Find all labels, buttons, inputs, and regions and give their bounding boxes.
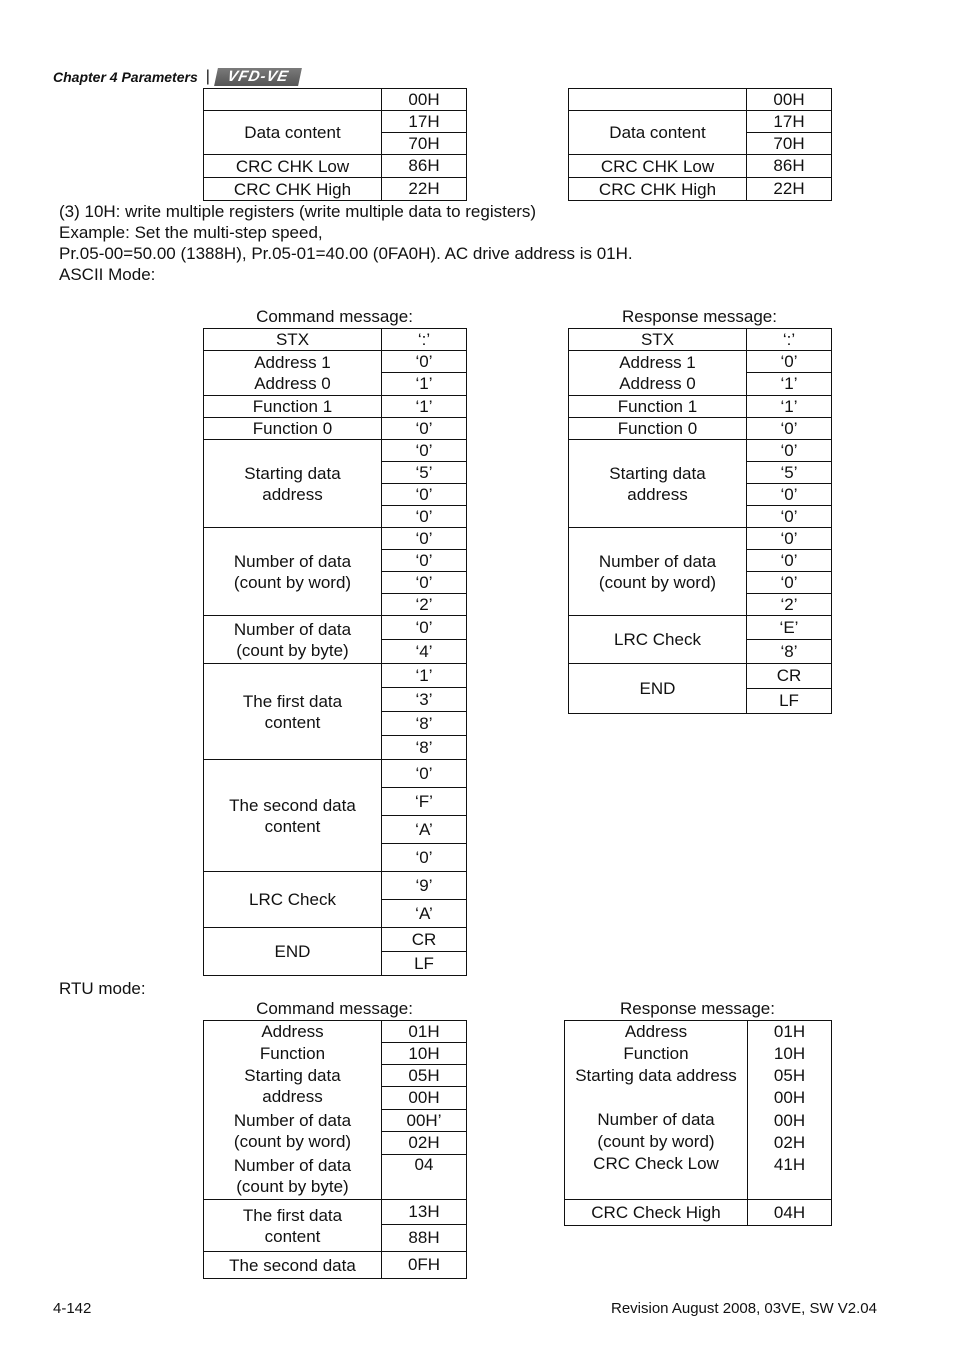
field-label-line: Address xyxy=(624,1022,688,1041)
field-value: 04 xyxy=(382,1155,467,1200)
ascii-command-table xyxy=(203,328,467,976)
field-label: Data content xyxy=(204,111,382,155)
field-value: 70H xyxy=(382,133,467,155)
field-value: ‘0’ xyxy=(747,484,832,506)
field-label: LRC Check xyxy=(569,616,747,664)
field-value: 02H xyxy=(382,1132,467,1155)
field-label: STX xyxy=(569,329,747,351)
field-value: ‘1’ xyxy=(747,373,832,396)
field-label: Address 1 Address 0 xyxy=(569,351,747,396)
field-value: ‘0’ xyxy=(382,351,467,373)
field-label: The second data content xyxy=(204,760,382,872)
intro-line: ASCII Mode: xyxy=(59,265,156,284)
field-label: Starting data address xyxy=(569,440,747,528)
field-value: ‘0’ xyxy=(382,528,467,550)
field-label: STX xyxy=(204,329,382,351)
field-label: LRC Check xyxy=(204,872,382,928)
field-label: Starting data address xyxy=(204,440,382,528)
field-value: 00H xyxy=(382,89,467,111)
revision-note: Revision August 2008, 03VE, SW V2.04 xyxy=(611,1300,877,1317)
field-value: 22H xyxy=(747,178,832,201)
header-separator: | xyxy=(205,68,210,85)
vfd-ve-logo: VFD-VE xyxy=(214,68,302,86)
field-label: Function 1 xyxy=(569,396,747,418)
field-value: ‘0’ xyxy=(747,572,832,594)
field-value: ‘0’ xyxy=(747,351,832,373)
field-label: Data content xyxy=(569,111,747,155)
field-value: LF xyxy=(747,689,832,714)
top-right-table xyxy=(568,88,832,201)
field-value: ‘2’ xyxy=(747,594,832,616)
field-label: Starting data address xyxy=(204,1065,382,1110)
field-label-line: Starting data address xyxy=(575,1066,737,1085)
field-value: ‘0’ xyxy=(747,550,832,572)
field-label-line: Function xyxy=(623,1044,689,1063)
field-value: ‘:’ xyxy=(382,329,467,351)
field-value: 88H xyxy=(382,1225,467,1252)
field-label: Address xyxy=(204,1021,382,1043)
field-value: 0FH xyxy=(382,1252,467,1279)
field-label: Function 1 xyxy=(204,396,382,418)
field-label-line: CRC Check Low xyxy=(593,1154,719,1173)
field-label xyxy=(569,89,747,111)
field-value: ‘A’ xyxy=(382,900,467,928)
field-value: 13H xyxy=(382,1200,467,1225)
field-value: ‘8’ xyxy=(747,640,832,664)
field-value: 00H xyxy=(748,1087,832,1110)
field-label xyxy=(565,1021,748,1200)
field-value: ‘1’ xyxy=(382,664,467,688)
field-value: ‘0’ xyxy=(382,484,467,506)
rtu-command-caption: Command message: xyxy=(256,999,413,1018)
field-value: ‘0’ xyxy=(382,550,467,572)
field-value: ‘0’ xyxy=(747,528,832,550)
field-value: 17H xyxy=(747,111,832,133)
field-value: ‘0’ xyxy=(382,506,467,528)
field-label: Function 0 xyxy=(204,418,382,440)
page-number: 4-142 xyxy=(53,1300,92,1317)
field-value: 70H xyxy=(747,133,832,155)
field-value: ‘0’ xyxy=(747,418,832,440)
field-value: ‘1’ xyxy=(747,396,832,418)
field-label: Function xyxy=(204,1043,382,1065)
field-value: ‘9’ xyxy=(382,872,467,900)
field-label: END xyxy=(204,928,382,976)
field-label-line xyxy=(565,1087,747,1109)
field-value: 01H xyxy=(748,1021,832,1043)
field-value: 05H xyxy=(382,1065,467,1087)
rtu-command-table xyxy=(203,1020,467,1279)
field-label: CRC CHK High xyxy=(569,178,747,201)
field-label: The first data content xyxy=(204,664,382,760)
field-label-line: Number of data (count by word) xyxy=(597,1110,715,1151)
field-value: ‘1’ xyxy=(382,396,467,418)
field-label: Number of data (count by word) xyxy=(569,528,747,616)
field-value: ‘E’ xyxy=(747,616,832,640)
field-value: 41H xyxy=(748,1155,832,1200)
field-label xyxy=(204,89,382,111)
field-label: Number of data (count by word) xyxy=(204,528,382,616)
field-label: CRC CHK Low xyxy=(204,155,382,178)
field-value: ‘5’ xyxy=(382,462,467,484)
field-value: 00H’ xyxy=(382,1110,467,1132)
field-value: 86H xyxy=(747,155,832,178)
field-value: ‘0’ xyxy=(747,506,832,528)
field-label: Address 1 Address 0 xyxy=(204,351,382,396)
field-value: ‘4’ xyxy=(382,640,467,664)
field-value: ‘:’ xyxy=(747,329,832,351)
field-label: CRC CHK High xyxy=(204,178,382,201)
chapter-title: Chapter 4 Parameters xyxy=(53,69,198,85)
field-value: ‘8’ xyxy=(382,736,467,760)
field-value: ‘1’ xyxy=(382,373,467,396)
field-value: ‘0’ xyxy=(382,616,467,640)
field-value: ‘0’ xyxy=(382,844,467,872)
field-value: ‘F’ xyxy=(382,788,467,816)
field-value: 02H xyxy=(748,1132,832,1155)
field-value: 01H xyxy=(382,1021,467,1043)
field-value: ‘3’ xyxy=(382,688,467,712)
field-value: 04H xyxy=(748,1200,832,1226)
field-value: 00H xyxy=(748,1110,832,1132)
field-label: Number of data (count by word) xyxy=(204,1110,382,1155)
field-value: ‘2’ xyxy=(382,594,467,616)
field-value: CR xyxy=(382,928,467,952)
field-label: END xyxy=(569,664,747,714)
field-label: The second data xyxy=(204,1252,382,1279)
field-value: 00H xyxy=(382,1087,467,1110)
field-value: 22H xyxy=(382,178,467,201)
field-value: 17H xyxy=(382,111,467,133)
ascii-response-table xyxy=(568,328,832,714)
field-value: LF xyxy=(382,952,467,976)
intro-line: Pr.05-00=50.00 (1388H), Pr.05-01=40.00 (0FA0H). AC drive address is 01H. xyxy=(59,244,633,263)
field-value: ‘A’ xyxy=(382,816,467,844)
ascii-command-caption: Command message: xyxy=(256,307,413,326)
rtu-response-caption: Response message: xyxy=(620,999,775,1018)
field-value: 10H xyxy=(748,1043,832,1065)
field-label: The first data content xyxy=(204,1200,382,1252)
rtu-mode-label: RTU mode: xyxy=(59,979,146,998)
field-label: Number of data (count by byte) xyxy=(204,616,382,664)
page-header xyxy=(53,68,300,86)
field-value: ‘5’ xyxy=(747,462,832,484)
intro-text xyxy=(59,201,633,285)
field-value: 05H xyxy=(748,1065,832,1087)
field-value: ‘0’ xyxy=(382,418,467,440)
intro-line: Example: Set the multi-step speed, xyxy=(59,223,323,242)
ascii-response-caption: Response message: xyxy=(622,307,777,326)
top-left-table xyxy=(203,88,467,201)
field-label: Number of data (count by byte) xyxy=(204,1155,382,1200)
field-value: 86H xyxy=(382,155,467,178)
field-label: CRC Check High xyxy=(565,1200,748,1226)
field-value: 00H xyxy=(747,89,832,111)
field-value: ‘0’ xyxy=(382,760,467,788)
field-value: ‘8’ xyxy=(382,712,467,736)
field-label: Function 0 xyxy=(569,418,747,440)
field-value: ‘0’ xyxy=(747,440,832,462)
intro-line: (3) 10H: write multiple registers (write multiple data to registers) xyxy=(59,202,537,221)
field-value: ‘0’ xyxy=(382,440,467,462)
field-value: 10H xyxy=(382,1043,467,1065)
field-value: ‘0’ xyxy=(382,572,467,594)
field-label: CRC CHK Low xyxy=(569,155,747,178)
field-value: CR xyxy=(747,664,832,689)
rtu-response-table xyxy=(564,1020,832,1226)
